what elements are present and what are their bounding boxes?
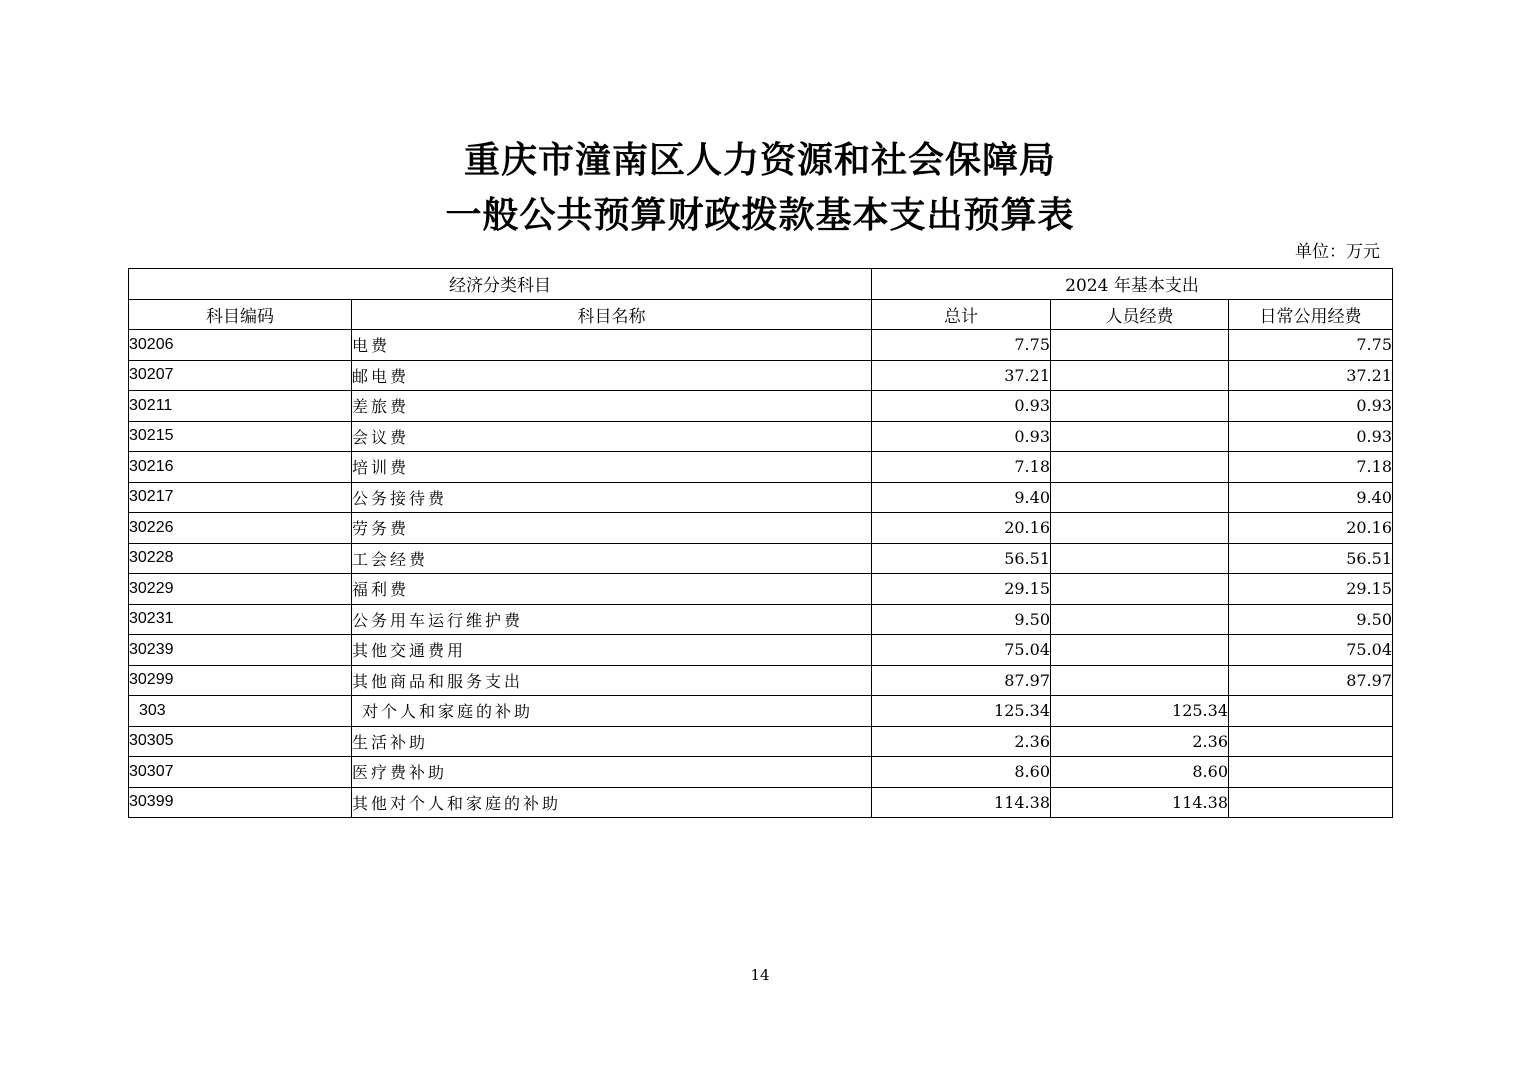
table-row	[129, 543, 1393, 574]
row-code: 30226	[129, 513, 352, 544]
row-name: 邮电费	[352, 360, 872, 391]
row-personnel	[1051, 330, 1229, 361]
document-title-line-1: 重庆市潼南区人力资源和社会保障局	[463, 139, 1056, 181]
row-total: 125.34	[872, 696, 1051, 727]
row-code: 30215	[129, 421, 352, 452]
row-public: 7.75	[1229, 330, 1393, 361]
row-total: 9.50	[872, 604, 1051, 635]
row-total: 87.97	[872, 665, 1051, 696]
table-row	[129, 330, 1393, 361]
table-row	[129, 452, 1393, 483]
table-row	[129, 360, 1393, 391]
budget-table	[128, 268, 1393, 818]
row-name: 劳务费	[352, 513, 872, 544]
header-classification: 经济分类科目	[129, 269, 872, 300]
table-row	[129, 635, 1393, 666]
row-public: 7.18	[1229, 452, 1393, 483]
row-personnel: 8.60	[1051, 757, 1229, 788]
row-total: 20.16	[872, 513, 1051, 544]
row-total: 8.60	[872, 757, 1051, 788]
row-personnel	[1051, 543, 1229, 574]
header-code: 科目编码	[129, 299, 352, 330]
header-total: 总计	[872, 299, 1051, 330]
row-public	[1229, 696, 1393, 727]
table-row	[129, 665, 1393, 696]
row-total: 0.93	[872, 391, 1051, 422]
row-personnel	[1051, 360, 1229, 391]
row-total: 114.38	[872, 787, 1051, 818]
row-name: 公务接待费	[352, 482, 872, 513]
row-public	[1229, 757, 1393, 788]
row-total: 37.21	[872, 360, 1051, 391]
row-name: 生活补助	[352, 726, 872, 757]
row-personnel	[1051, 635, 1229, 666]
table-row	[129, 513, 1393, 544]
row-name: 其他交通费用	[352, 635, 872, 666]
header-personnel: 人员经费	[1051, 299, 1229, 330]
row-code: 30399	[129, 787, 352, 818]
row-name: 工会经费	[352, 543, 872, 574]
row-name: 差旅费	[352, 391, 872, 422]
row-total: 9.40	[872, 482, 1051, 513]
table-row	[129, 787, 1393, 818]
row-personnel	[1051, 391, 1229, 422]
row-name: 其他对个人和家庭的补助	[352, 787, 872, 818]
row-total: 56.51	[872, 543, 1051, 574]
row-total: 7.18	[872, 452, 1051, 483]
table-row	[129, 696, 1393, 727]
table-row	[129, 391, 1393, 422]
row-code: 30216	[129, 452, 352, 483]
row-personnel	[1051, 574, 1229, 605]
row-public: 9.40	[1229, 482, 1393, 513]
row-public: 29.15	[1229, 574, 1393, 605]
row-public: 75.04	[1229, 635, 1393, 666]
row-personnel: 125.34	[1051, 696, 1229, 727]
row-total: 2.36	[872, 726, 1051, 757]
row-code: 30299	[129, 665, 352, 696]
row-public: 87.97	[1229, 665, 1393, 696]
row-code: 30207	[129, 360, 352, 391]
table-row	[129, 421, 1393, 452]
row-code: 30211	[129, 391, 352, 422]
row-code: 30228	[129, 543, 352, 574]
table-row	[129, 757, 1393, 788]
row-personnel	[1051, 513, 1229, 544]
budget-table-body	[129, 330, 1393, 818]
header-expenditure: 2024 年基本支出	[872, 269, 1393, 300]
row-public: 0.93	[1229, 421, 1393, 452]
row-public: 20.16	[1229, 513, 1393, 544]
row-personnel	[1051, 452, 1229, 483]
row-code: 30217	[129, 482, 352, 513]
document-title-line-2: 一般公共预算财政拨款基本支出预算表	[445, 194, 1075, 236]
row-code: 303	[129, 696, 352, 727]
row-public: 37.21	[1229, 360, 1393, 391]
row-personnel: 2.36	[1051, 726, 1229, 757]
table-row	[129, 482, 1393, 513]
row-name: 其他商品和服务支出	[352, 665, 872, 696]
row-personnel	[1051, 665, 1229, 696]
table-row	[129, 574, 1393, 605]
column-header-row	[129, 299, 1393, 330]
row-total: 29.15	[872, 574, 1051, 605]
group-header-row	[129, 269, 1393, 300]
row-name: 电费	[352, 330, 872, 361]
row-name: 会议费	[352, 421, 872, 452]
row-personnel	[1051, 604, 1229, 635]
row-personnel	[1051, 421, 1229, 452]
row-name: 医疗费补助	[352, 757, 872, 788]
row-public	[1229, 787, 1393, 818]
row-code: 30229	[129, 574, 352, 605]
row-total: 7.75	[872, 330, 1051, 361]
row-name: 对个人和家庭的补助	[352, 696, 872, 727]
header-public: 日常公用经费	[1229, 299, 1393, 330]
row-name: 公务用车运行维护费	[352, 604, 872, 635]
row-name: 福利费	[352, 574, 872, 605]
page-number: 14	[750, 966, 770, 984]
row-code: 30231	[129, 604, 352, 635]
row-public: 9.50	[1229, 604, 1393, 635]
row-code: 30206	[129, 330, 352, 361]
row-personnel: 114.38	[1051, 787, 1229, 818]
row-code: 30305	[129, 726, 352, 757]
header-name: 科目名称	[352, 299, 872, 330]
row-public: 56.51	[1229, 543, 1393, 574]
table-row	[129, 604, 1393, 635]
row-total: 75.04	[872, 635, 1051, 666]
row-code: 30239	[129, 635, 352, 666]
unit-label: 单位：万元	[1295, 242, 1380, 262]
row-personnel	[1051, 482, 1229, 513]
row-public: 0.93	[1229, 391, 1393, 422]
row-public	[1229, 726, 1393, 757]
row-code: 30307	[129, 757, 352, 788]
row-name: 培训费	[352, 452, 872, 483]
row-total: 0.93	[872, 421, 1051, 452]
table-row	[129, 726, 1393, 757]
